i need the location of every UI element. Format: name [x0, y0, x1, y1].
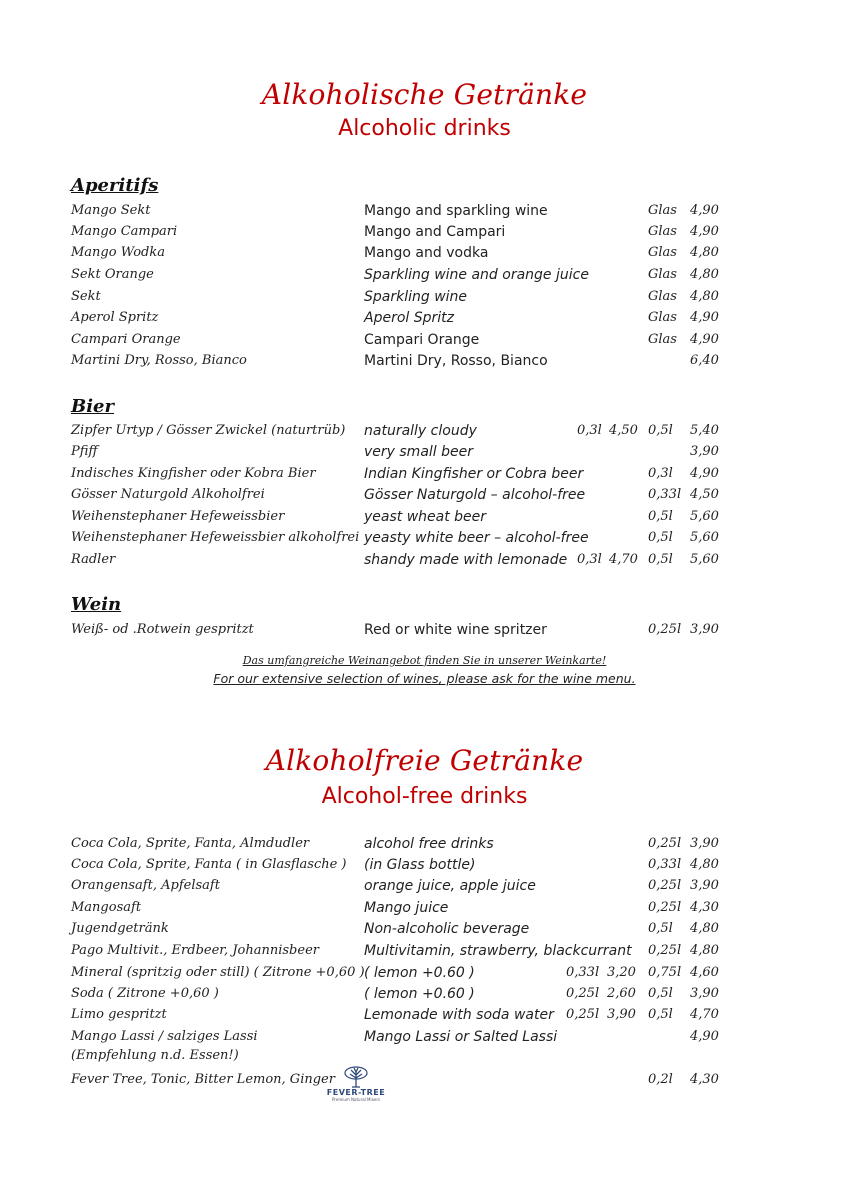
- menu-row: [0, 528, 849, 548]
- item-unit: 0,5l: [648, 986, 673, 1001]
- wein-heading: Wein: [71, 594, 122, 615]
- menu-row: [0, 1070, 849, 1090]
- tree-icon: [343, 1066, 369, 1088]
- item-name-de: Pfiff: [71, 444, 98, 459]
- item-name-de: Gösser Naturgold Alkoholfrei: [71, 487, 265, 502]
- item-price: 4,90: [690, 310, 719, 325]
- item-price: 5,60: [690, 552, 719, 567]
- alcoholfree-title-de: Alkoholfreie Getränke: [265, 744, 584, 777]
- menu-row: [0, 464, 849, 484]
- alcoholic-title-en: Alcoholic drinks: [338, 116, 511, 141]
- item-size-small: 0,3l: [577, 423, 602, 438]
- menu-row: [0, 1027, 849, 1047]
- item-unit: 0,5l: [648, 423, 673, 438]
- item-price: 4,80: [690, 921, 719, 936]
- item-name-de: Sekt Orange: [71, 267, 154, 282]
- alcoholfree-title-en: Alcohol-free drinks: [321, 784, 528, 809]
- fever-tree-logo: [318, 1066, 394, 1102]
- item-unit: 0,25l: [648, 943, 682, 958]
- item-price: 4,80: [690, 289, 719, 304]
- item-price: 5,60: [690, 530, 719, 545]
- item-size-small: 0,25l: [566, 1007, 600, 1022]
- item-name-de: Sekt: [71, 289, 101, 304]
- item-name-en: Sparkling wine: [364, 289, 468, 305]
- item-name-en: alcohol free drinks: [364, 836, 494, 852]
- item-unit: Glas: [648, 203, 677, 218]
- item-price: 3,90: [690, 986, 719, 1001]
- item-price: 3,90: [690, 836, 719, 851]
- item-name-en: Mango and sparkling wine: [364, 203, 548, 219]
- bier-heading: Bier: [71, 396, 114, 417]
- item-name-en: Aperol Spritz: [364, 310, 454, 326]
- lassi-note: (Empfehlung n.d. Essen!): [71, 1048, 239, 1063]
- item-name-de: Mango Lassi / salziges Lassi: [71, 1029, 258, 1044]
- item-name-de: Martini Dry, Rosso, Bianco: [71, 353, 247, 368]
- item-price: 4,90: [690, 224, 719, 239]
- menu-row: [0, 330, 849, 350]
- item-unit: 0,2l: [648, 1072, 673, 1087]
- item-price: 5,60: [690, 509, 719, 524]
- item-unit: 0,5l: [648, 530, 673, 545]
- menu-row: [0, 265, 849, 285]
- item-name-de: Weihenstephaner Hefeweissbier: [71, 509, 285, 524]
- item-name-de: Zipfer Urtyp / Gösser Zwickel (naturtrüb): [71, 423, 346, 438]
- item-price: 4,80: [690, 857, 719, 872]
- item-price: 4,60: [690, 965, 719, 980]
- alcoholic-title-de: Alkoholische Getränke: [261, 78, 588, 111]
- item-name-de: Weiß- od .Rotwein gespritzt: [71, 622, 254, 637]
- item-name-en: shandy made with lemonade: [364, 552, 568, 568]
- item-price: 4,90: [690, 332, 719, 347]
- item-unit: 0,75l: [648, 965, 682, 980]
- menu-row: [0, 898, 849, 918]
- menu-row: [0, 243, 849, 263]
- item-name-de: Jugendgetränk: [71, 921, 169, 936]
- item-name-en: Campari Orange: [364, 332, 480, 348]
- item-price-small: 4,70: [609, 552, 638, 567]
- item-unit: 0,5l: [648, 1007, 673, 1022]
- item-unit: 0,5l: [648, 509, 673, 524]
- menu-row: [0, 963, 849, 983]
- item-name-en: naturally cloudy: [364, 423, 477, 439]
- item-name-de: Soda ( Zitrone +0,60 ): [71, 986, 219, 1001]
- menu-row: [0, 201, 849, 221]
- item-name-en: very small beer: [364, 444, 473, 460]
- item-size-small: 0,25l: [566, 986, 600, 1001]
- item-unit: Glas: [648, 310, 677, 325]
- menu-row: [0, 855, 849, 875]
- item-name-de: Aperol Spritz: [71, 310, 159, 325]
- item-unit: 0,25l: [648, 622, 682, 637]
- item-unit: Glas: [648, 224, 677, 239]
- item-unit: Glas: [648, 267, 677, 282]
- item-size-small: 0,3l: [577, 552, 602, 567]
- menu-row: [0, 550, 849, 570]
- item-price: 4,30: [690, 900, 719, 915]
- item-name-en: Non-alcoholic beverage: [364, 921, 530, 937]
- item-name-en: Indian Kingfisher or Cobra beer: [364, 466, 584, 482]
- item-name-de: Fever Tree, Tonic, Bitter Lemon, Ginger: [71, 1072, 335, 1087]
- item-name-en: ( lemon +0.60 ): [364, 986, 475, 1002]
- menu-row: [0, 876, 849, 896]
- item-price-small: 3,20: [607, 965, 636, 980]
- menu-row: [0, 351, 849, 371]
- item-name-en: Lemonade with soda water: [364, 1007, 554, 1023]
- item-name-de: Pago Multivit., Erdbeer, Johannisbeer: [71, 943, 319, 958]
- menu-row: [0, 222, 849, 242]
- logo-name: FEVER-TREE: [326, 1088, 386, 1097]
- item-unit: Glas: [648, 245, 677, 260]
- item-name-en: Mango and vodka: [364, 245, 489, 261]
- item-price-small: 3,90: [607, 1007, 636, 1022]
- item-name-en: Red or white wine spritzer: [364, 622, 547, 638]
- menu-row: [0, 941, 849, 961]
- item-price: 3,90: [690, 444, 719, 459]
- item-price: 4,30: [690, 1072, 719, 1087]
- item-name-de: Mango Campari: [71, 224, 178, 239]
- item-unit: 0,25l: [648, 878, 682, 893]
- item-price: 3,90: [690, 878, 719, 893]
- menu-row: [0, 507, 849, 527]
- item-name-de: Mineral (spritzig oder still) ( Zitrone +0,60 ): [71, 965, 365, 980]
- wine-note-en: For our extensive selection of wines, please ask for the wine menu.: [213, 671, 636, 686]
- item-name-de: Coca Cola, Sprite, Fanta ( in Glasflasche ): [71, 857, 347, 872]
- item-name-en: Martini Dry, Rosso, Bianco: [364, 353, 548, 369]
- aperitifs-heading: Aperitifs: [71, 175, 159, 196]
- menu-row: [0, 442, 849, 462]
- menu-row: [0, 1005, 849, 1025]
- item-price: 4,90: [690, 203, 719, 218]
- item-unit: 0,25l: [648, 836, 682, 851]
- item-name-de: Mango Wodka: [71, 245, 165, 260]
- menu-row-note: [0, 1046, 849, 1066]
- item-price-small: 4,50: [609, 423, 638, 438]
- item-name-en: yeast wheat beer: [364, 509, 487, 525]
- menu-row: [0, 308, 849, 328]
- item-name-de: Weihenstephaner Hefeweissbier alkoholfrei: [71, 530, 360, 545]
- item-name-de: Mango Sekt: [71, 203, 151, 218]
- item-price: 4,50: [690, 487, 719, 502]
- menu-row: [0, 984, 849, 1004]
- menu-row: [0, 834, 849, 854]
- item-name-en: ( lemon +0.60 ): [364, 965, 475, 981]
- item-name-de: Mangosaft: [71, 900, 142, 915]
- item-unit: 0,33l: [648, 857, 682, 872]
- item-price: 4,80: [690, 245, 719, 260]
- item-price: 4,90: [690, 466, 719, 481]
- item-name-en: Gösser Naturgold – alcohol-free: [364, 487, 586, 503]
- item-unit: 0,25l: [648, 900, 682, 915]
- item-price: 4,90: [690, 1029, 719, 1044]
- item-name-en: Multivitamin, strawberry, blackcurrant: [364, 943, 632, 959]
- item-name-en: Mango Lassi or Salted Lassi: [364, 1029, 558, 1045]
- item-price: 4,80: [690, 267, 719, 282]
- item-name-en: Sparkling wine and orange juice: [364, 267, 589, 283]
- menu-row: [0, 485, 849, 505]
- item-name-de: Orangensaft, Apfelsaft: [71, 878, 220, 893]
- wine-note-de: Das umfangreiche Weinangebot finden Sie in unserer Weinkarte!: [242, 654, 607, 667]
- item-name-de: Coca Cola, Sprite, Fanta, Almdudler: [71, 836, 310, 851]
- item-name-de: Indisches Kingfisher oder Kobra Bier: [71, 466, 316, 481]
- item-unit: 0,33l: [648, 487, 682, 502]
- item-name-de: Radler: [71, 552, 116, 567]
- item-price: 5,40: [690, 423, 719, 438]
- item-name-en: Mango juice: [364, 900, 449, 916]
- item-unit: Glas: [648, 289, 677, 304]
- item-name-en: Mango and Campari: [364, 224, 506, 240]
- item-unit: 0,5l: [648, 552, 673, 567]
- item-name-de: Campari Orange: [71, 332, 181, 347]
- item-size-small: 0,33l: [566, 965, 600, 980]
- item-price: 4,70: [690, 1007, 719, 1022]
- item-price: 4,80: [690, 943, 719, 958]
- menu-row: [0, 421, 849, 441]
- item-unit: Glas: [648, 332, 677, 347]
- item-price: 3,90: [690, 622, 719, 637]
- item-name-en: (in Glass bottle): [364, 857, 476, 873]
- item-price-small: 2,60: [607, 986, 636, 1001]
- item-price: 6,40: [690, 353, 719, 368]
- menu-row: [0, 620, 849, 640]
- menu-row: [0, 287, 849, 307]
- item-name-de: Limo gespritzt: [71, 1007, 167, 1022]
- item-unit: 0,3l: [648, 466, 673, 481]
- item-unit: 0,5l: [648, 921, 673, 936]
- menu-row: [0, 919, 849, 939]
- item-name-en: yeasty white beer – alcohol-free: [364, 530, 589, 546]
- item-name-en: orange juice, apple juice: [364, 878, 536, 894]
- logo-tagline: Premium Natural Mixers: [331, 1097, 381, 1102]
